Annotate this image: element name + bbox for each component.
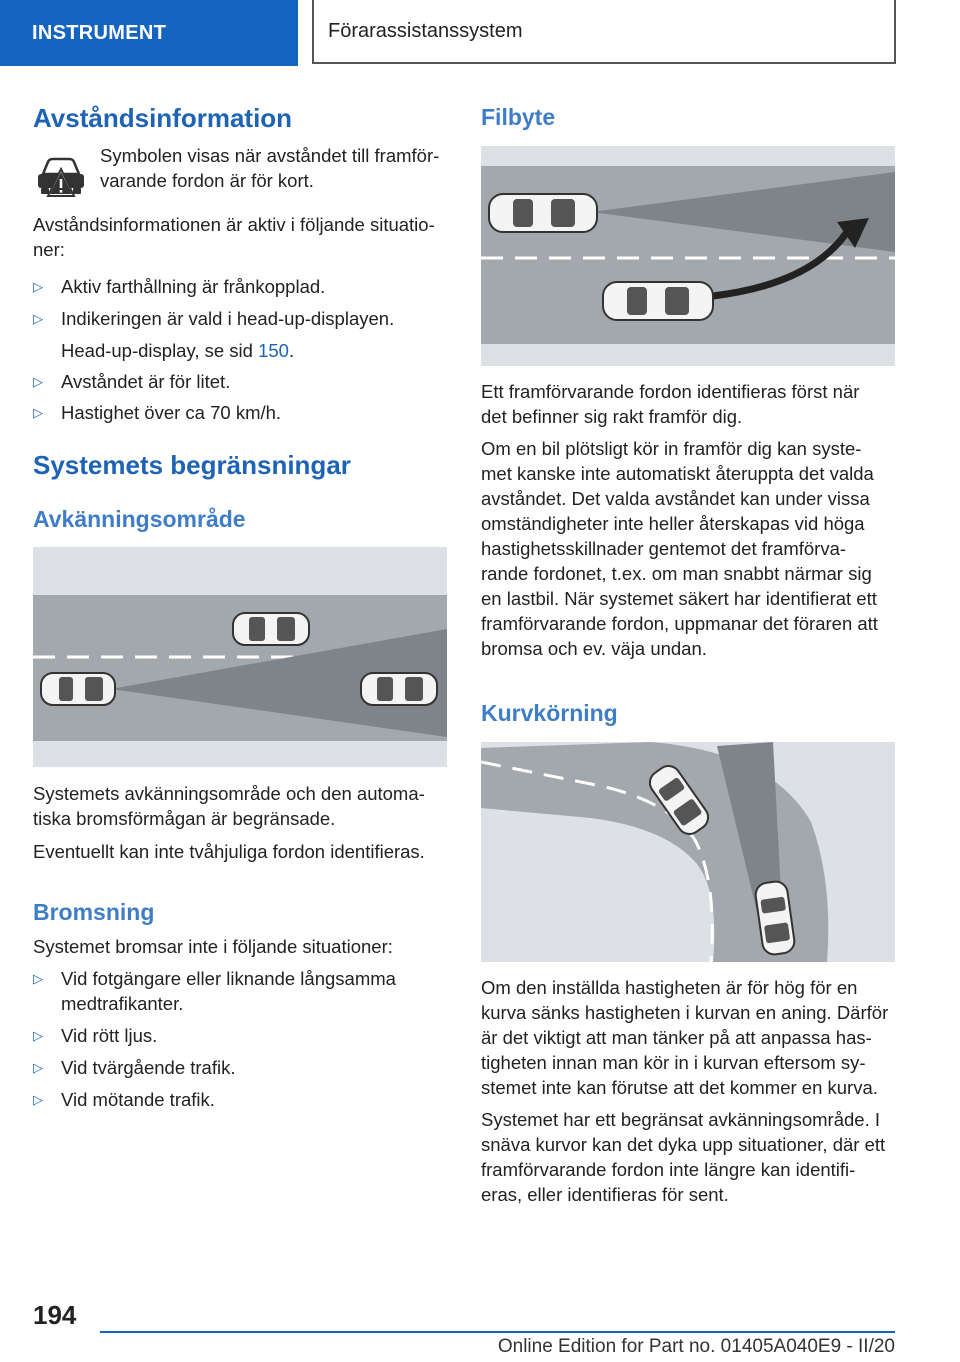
hud-reference: Head-up-display, se sid 150. bbox=[61, 340, 295, 361]
lane-change-text-2: Om en bil plötsligt kör in framför dig kan syste- met kanske inte automatiskt återuppta det valda avståndet. Det valda avståndet kan under vissa omständigheter inte heller återskapas vid höga hastighetsskillnader gentemot det framförva- rande fordonet, t.ex. om man snabbt närmar sig en lastbil. När systemet säkert har identifierat ett framförvarande fordon, uppmanar det föraren att bromsa och ev. väja undan. bbox=[481, 438, 878, 659]
active-conditions-intro: Avståndsinformationen är aktiv i följande situatio- ner: bbox=[33, 214, 435, 260]
car-icon bbox=[41, 673, 115, 705]
curve-driving-illustration bbox=[481, 742, 895, 962]
heading-braking: Bromsning bbox=[33, 899, 155, 925]
detection-range-illustration bbox=[33, 547, 447, 767]
bullet-triangle-icon: ▷ bbox=[33, 1028, 43, 1043]
bullet-triangle-icon: ▷ bbox=[33, 374, 43, 389]
curve-driving-text-2: Systemet har ett begränsat avkänningsområde. I snäva kurvor kan det dyka upp situationer, där ett framförvarande fordon inte längre kan identifi- eras, eller identifieras för sent. bbox=[481, 1109, 886, 1205]
braking-intro: Systemet bromsar inte i följande situationer: bbox=[33, 936, 393, 957]
lane-change-figure bbox=[481, 146, 895, 366]
car-icon bbox=[233, 613, 309, 645]
bullet-triangle-icon: ▷ bbox=[33, 279, 43, 294]
edition-info: Online Edition for Part no. 01405A040E9 - II/20 bbox=[497, 1336, 895, 1357]
bullet-triangle-icon: ▷ bbox=[33, 311, 43, 326]
car-icon bbox=[603, 282, 713, 320]
two-wheeler-text: Eventuellt kan inte tvåhjuliga fordon identifieras. bbox=[33, 841, 425, 862]
lane-change-text-1: Ett framförvarande fordon identifieras först när det befinner sig rakt framför dig. bbox=[481, 381, 860, 427]
bullet-triangle-icon: ▷ bbox=[33, 1092, 43, 1107]
curve-driving-text-1: Om den inställda hastigheten är för hög för en kurva sänks hastigheten i kurvan en aning. Därför är det viktigt att man tänker på att anpassa has- tigheten innan man kör in i kurvan eftersom sy- stemet inte kan förutse att det kommer en kurva. bbox=[481, 977, 889, 1098]
bullet-triangle-icon: ▷ bbox=[33, 971, 43, 986]
curve-driving-figure bbox=[481, 742, 895, 962]
car-icon bbox=[361, 673, 437, 705]
bullet-triangle-icon: ▷ bbox=[33, 405, 43, 420]
heading-system-limits: Systemets begränsningar bbox=[33, 450, 351, 480]
detection-range-figure bbox=[33, 547, 447, 767]
lane-change-illustration bbox=[481, 146, 895, 366]
car-icon bbox=[489, 194, 597, 232]
heading-curve-driving: Kurvkörning bbox=[481, 700, 618, 726]
bullet-triangle-icon: ▷ bbox=[33, 1060, 43, 1075]
distance-warning-icon bbox=[35, 152, 87, 198]
page-link-150[interactable]: 150 bbox=[258, 340, 289, 361]
heading-distance-info: Avståndsinformation bbox=[33, 103, 293, 133]
chapter-title: Förarassistanssystem bbox=[328, 19, 523, 42]
detection-range-text: Systemets avkänningsområde och den automa- tiska bromsförmågan är begränsade. bbox=[33, 783, 425, 829]
page-number: 194 bbox=[33, 1300, 77, 1330]
icon-description: Symbolen visas när avståndet till framför- varande fordon är för kort. bbox=[100, 145, 440, 191]
heading-lane-change: Filbyte bbox=[481, 104, 556, 130]
section-tab[interactable] bbox=[0, 0, 298, 66]
section-title: INSTRUMENT bbox=[32, 21, 167, 44]
chapter-tab[interactable] bbox=[312, 0, 896, 64]
footer-divider bbox=[100, 1331, 895, 1333]
heading-detection-range: Avkänningsområde bbox=[33, 506, 246, 532]
